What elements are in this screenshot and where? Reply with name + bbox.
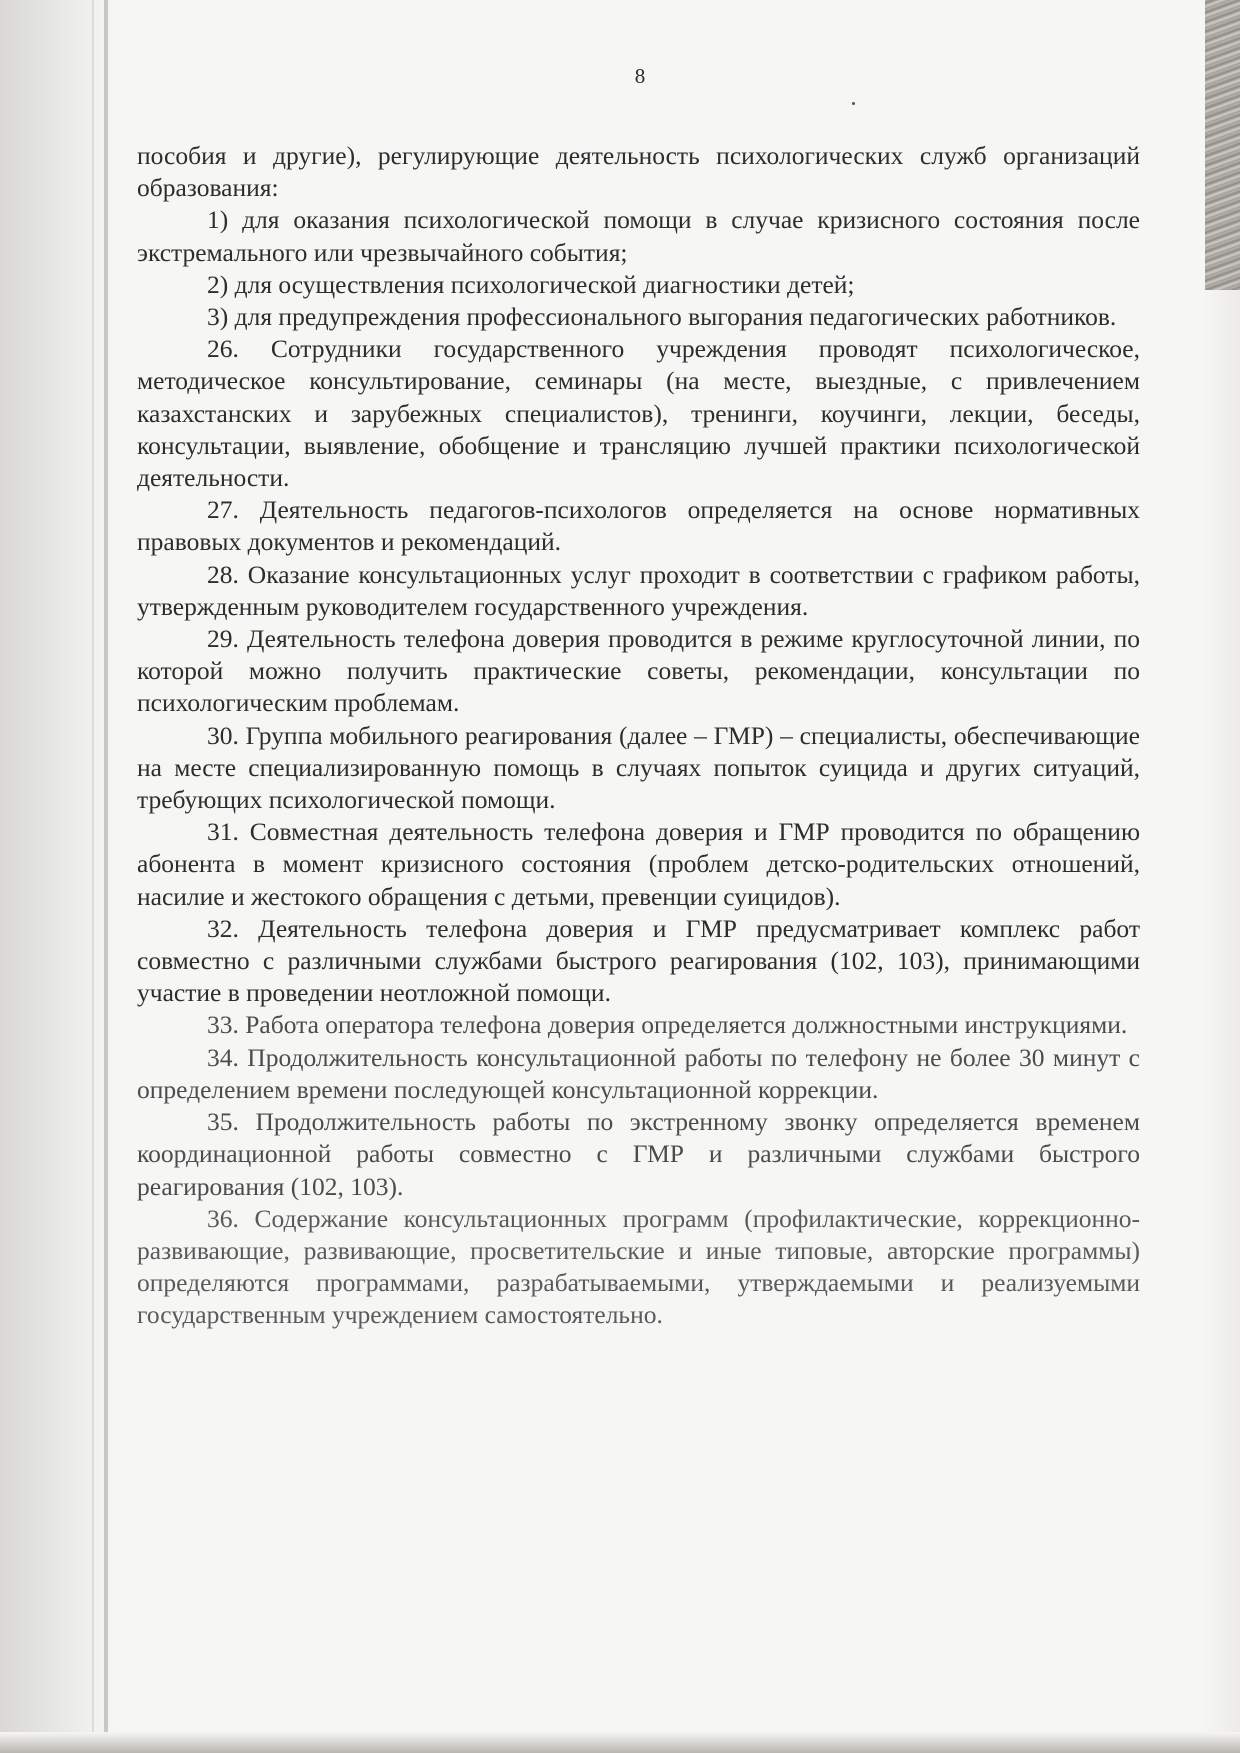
paragraph-intro-continuation: пособия и другие), регулирующие деятельность психологических служб организаций образования: [137,141,1140,203]
paragraph-29: 29. Деятельность телефона доверия проводится в режиме круглосуточной линии, по которой можно получить практические советы, рекомендации, консультации по психологическим проблемам. [137,624,1140,718]
paragraph-26: 26. Сотрудники государственного учреждения проводят психологическое, методическое консультирование, семинары (на месте, выездные, с привлечением казахстанских и зарубежных специалистов), тренинги, коучинги, лекции, беседы, консультации, выявление, обобщение и трансляцию лучшей практики психологической деятельности. [137,334,1140,493]
fold-line-outer [92,0,94,1753]
paragraph-36: 36. Содержание консультационных программ (профилактические, коррекционно-развивающие, развивающие, просветительские и иные типовые, авторские программы) определяются программами, разрабатываемыми, утверждаемыми и реализуемыми государственным учреждением самостоятельно. [137,1203,1140,1330]
bottom-edge-shadow [0,1732,1240,1753]
scan-speck [852,102,855,105]
paragraph-28: 28. Оказание консультационных услуг проходит в соответствии с графиком работы, утвержденным руководителем государственного учреждения. [137,559,1140,621]
paragraph-27: 27. Деятельность педагогов-психологов определяется на основе нормативных правовых документов и рекомендаций. [137,495,1140,557]
paragraph-35: 35. Продолжительность работы по экстренному звонку определяется временем координационной работы совместно с ГМР и различными службами быстрого реагирования (102, 103). [137,1107,1140,1201]
list-item-3: 3) для предупреждения профессионального выгорания педагогических работников. [207,302,1117,332]
paragraph-31: 31. Совместная деятельность телефона доверия и ГМР проводится по обращению абонента в момент кризисного состояния (проблем детско-родительских отношений, насилие и жестокого обращения с детьми, превенции суицидов). [137,817,1140,911]
page-edge-shadow [1203,290,1240,1753]
list-item-1: 1) для оказания психологической помощи в случае кризисного состояния после экстремального или чрезвычайного события; [137,205,1140,267]
fold-line [104,0,108,1753]
paragraph-34: 34. Продолжительность консультационной работы по телефону не более 30 минут с определением времени последующей консультационной коррекции. [137,1042,1140,1104]
binding-shadow [0,0,118,1753]
page-edge-texture [1205,0,1240,290]
paragraph-33: 33. Работа оператора телефона доверия определяется должностными инструкциями. [207,1010,1128,1040]
paragraph-32: 32. Деятельность телефона доверия и ГМР предусматривает комплекс работ совместно с различными службами быстрого реагирования (102, 103), принимающими участие в проведении неотложной помощи. [137,913,1140,1008]
body-text [137,140,1140,1332]
page-number: 8 [634,64,646,88]
list-item-2: 2) для осуществления психологической диагностики детей; [207,269,855,299]
paragraph-30: 30. Группа мобильного реагирования (далее – ГМР) – специалисты, обеспечивающие на месте специализированную помощь в случаях попыток суицида и других ситуаций, требующих психологической помощи. [137,720,1140,815]
